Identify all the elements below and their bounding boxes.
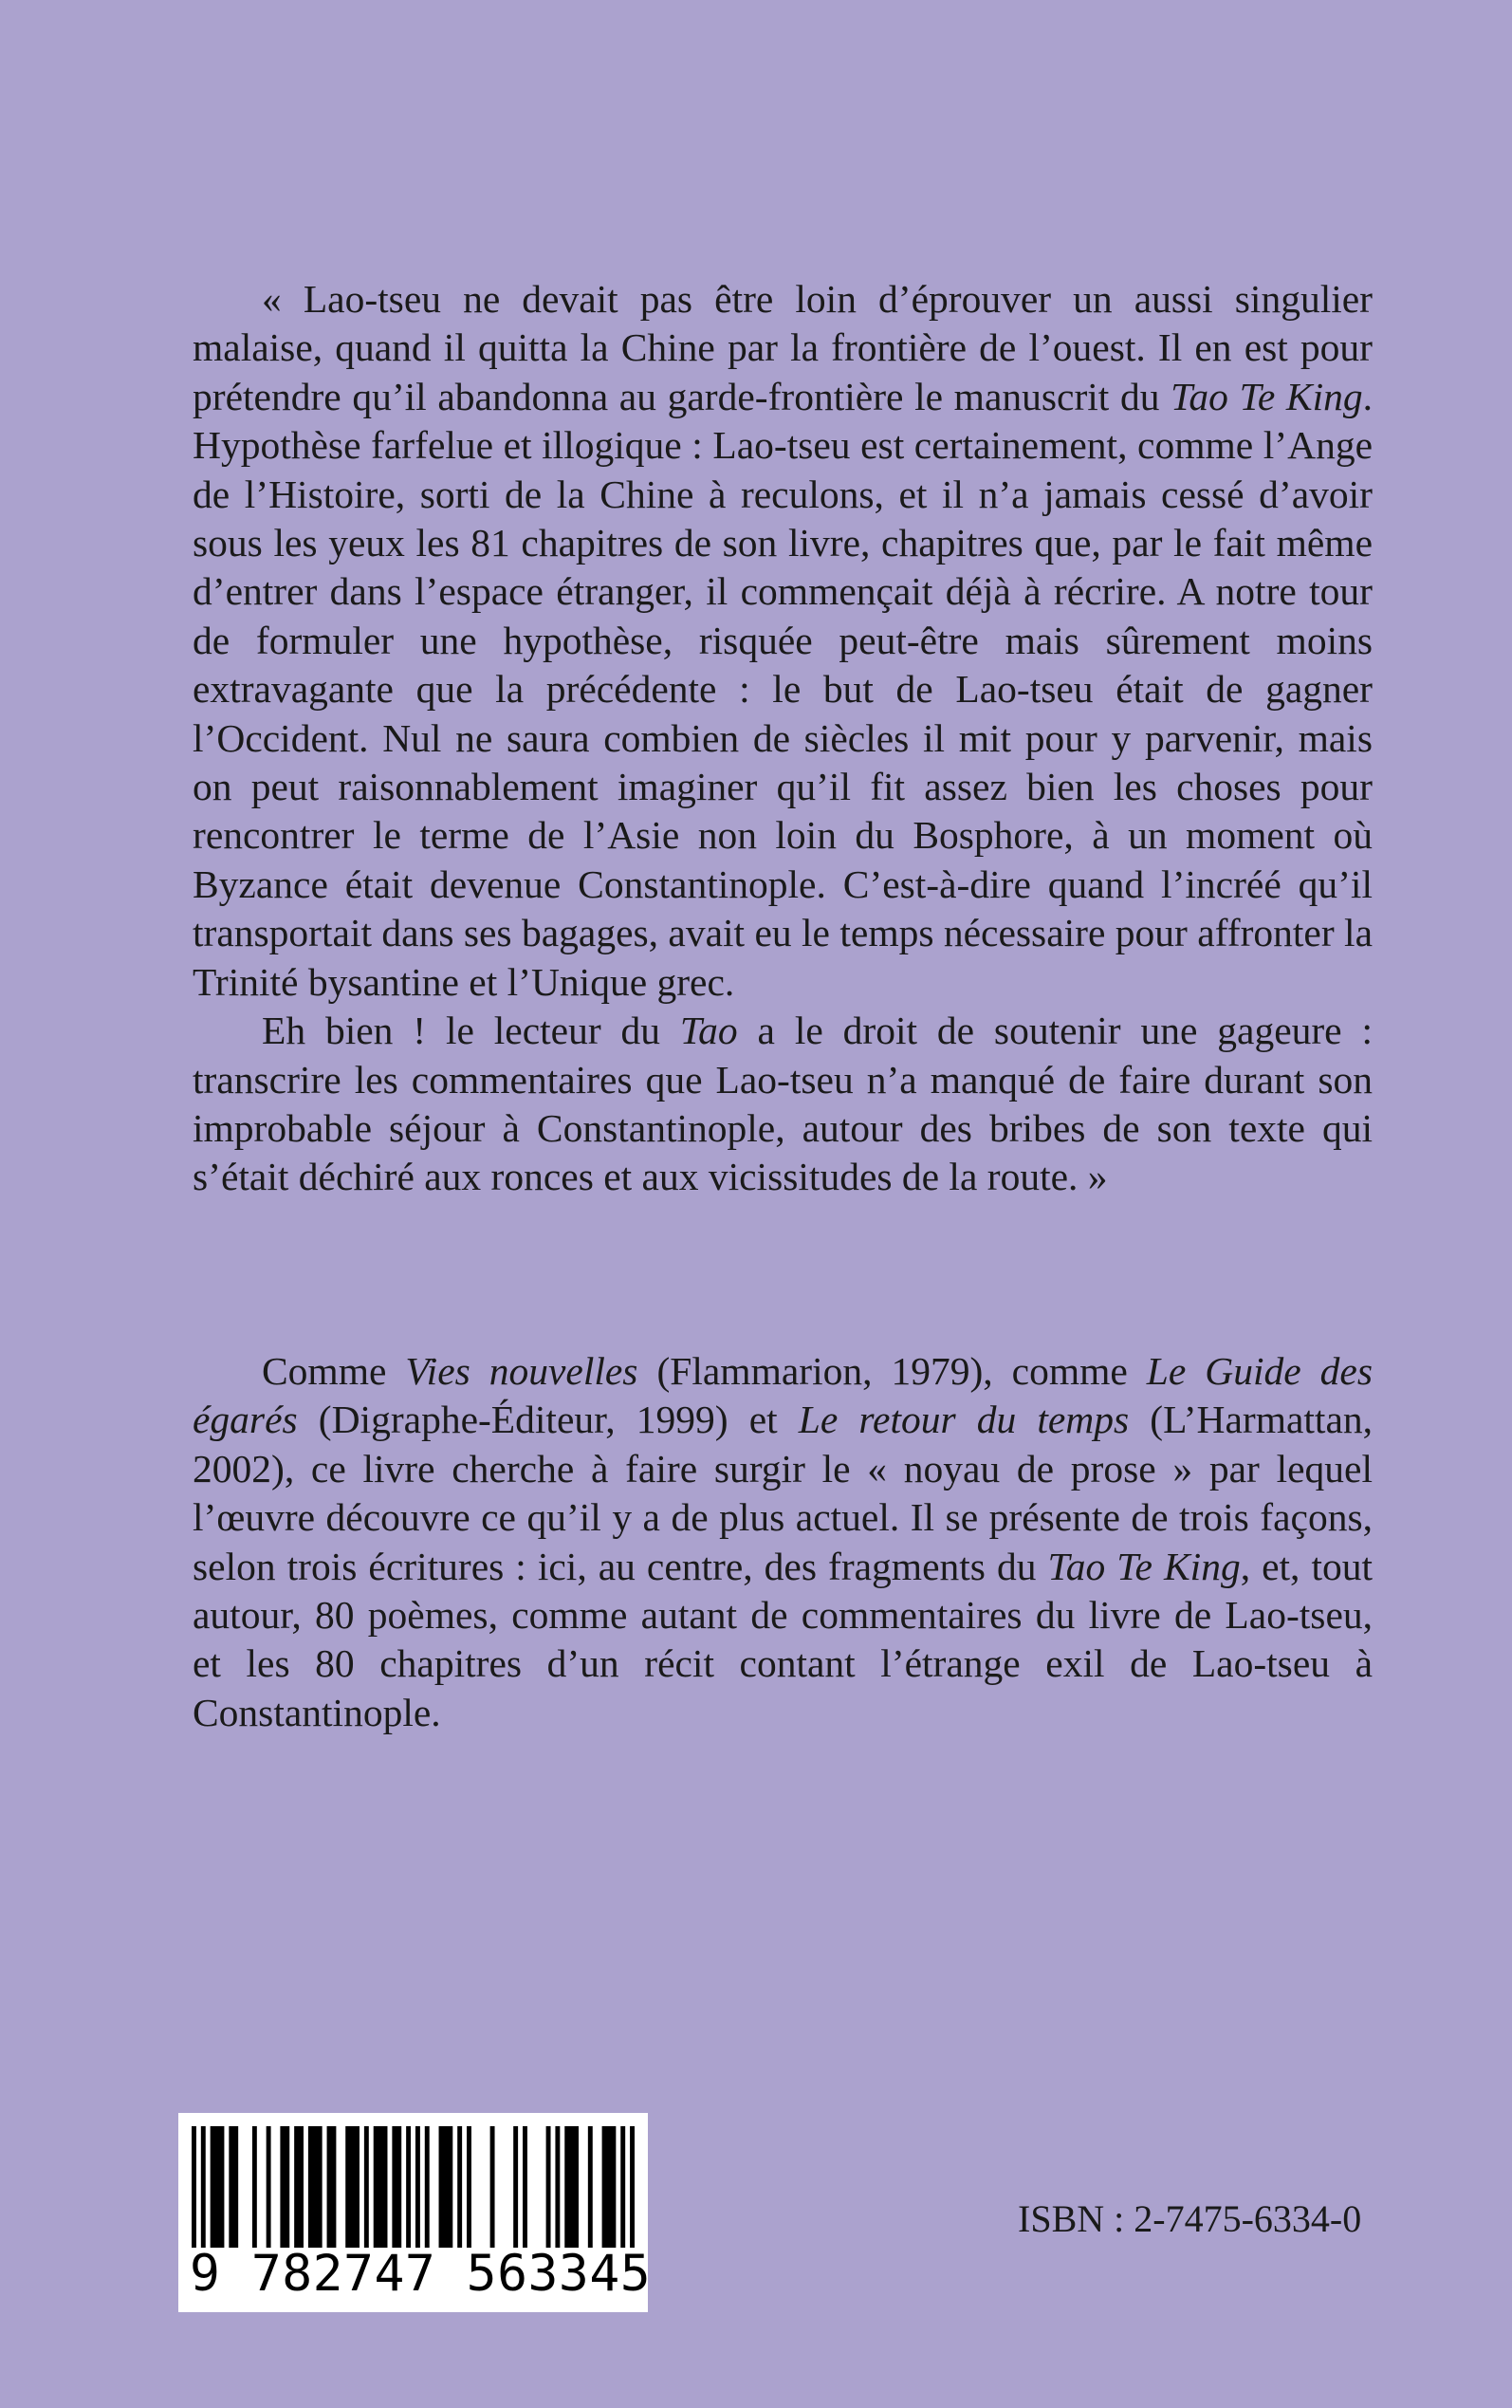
barcode-bar: [267, 2126, 271, 2248]
barcode-bar: [513, 2126, 518, 2248]
back-cover-quote: [193, 275, 1373, 1202]
barcode-bar: [294, 2126, 304, 2248]
book-title-tao: Tao: [679, 1009, 738, 1053]
barcode-bar: [374, 2126, 388, 2248]
barcode-bar: [546, 2126, 551, 2248]
barcode-bar: [327, 2126, 337, 2248]
barcode-bar: [415, 2126, 420, 2248]
barcode-bar: [201, 2126, 206, 2248]
barcode-bar: [425, 2126, 430, 2248]
title-guide-des-egares: Le Guide des égarés: [193, 1349, 1373, 1442]
barcode-bar: [555, 2126, 560, 2248]
barcode-bar: [630, 2126, 635, 2248]
barcode-bar: [564, 2126, 579, 2248]
title-vies-nouvelles: Vies nouvelles: [405, 1349, 638, 1393]
barcode-bar: [439, 2126, 453, 2248]
barcode-bar: [364, 2126, 369, 2248]
barcode-bar: [490, 2126, 495, 2248]
isbn-label: ISBN : 2-7475-6334-0: [1018, 2197, 1362, 2240]
barcode-bar: [392, 2126, 401, 2248]
barcode-bar: [345, 2126, 360, 2248]
barcode-bar: [523, 2126, 527, 2248]
barcode-bar: [406, 2126, 411, 2248]
quote-paragraph-1: « Lao-tseu ne devait pas être loin d’éprouver un aussi singulier malaise, quand il quitta la Chine par la frontière de l’ouest. Il en est pour prétendre qu’il abandonna au garde-frontière le manuscrit du Tao Te King. Hypothèse farfelue et illogique : Lao-tseu est certainement, comme l’Ange de l’Histoire, sorti de la Chine à reculons, et il n’a jamais cessé d’avoir sous les yeux les 81 chapitres de son livre, chapitres que, par le fait même d’entrer dans l’espace étranger, il commençait déjà à récrire. A notre tour de formuler une hypothèse, risquée peut-être mais sûrement moins extravagante que la précédente : le but de Lao-tseu était de gagner l’Occident. Nul ne saura combien de siècles il mit pour y parvenir, mais on peut raisonnablement imaginer qu’il fit assez bien les choses pour rencontrer le terme de l’Asie non loin du Bosphore, à un moment où Byzance était devenue Constantinople. C’est-à-dire quand l’incréé qu’il transportait dans ses bagages, avait eu le temps nécessaire pour affronter la Trinité bysantine et l’Unique grec.: [193, 277, 1373, 1004]
barcode-bar: [457, 2126, 462, 2248]
quote-paragraph-2: Eh bien ! le lecteur du Tao a le droit de soutenir une gageure : transcrire les commentaires que Lao-tseu n’a manqué de faire durant son improbable séjour à Constantinople, autour des bribes de son texte qui s’était déchiré aux ronces et aux vicissitudes de la route. »: [193, 1009, 1373, 1199]
description-paragraph: Comme Vies nouvelles (Flammarion, 1979), comme Le Guide des égarés (Digraphe-Éditeur, 1999) et Le retour du temps (L’Harmattan, 2002), ce livre cherche à faire surgir le « noyau de prose » par lequel l’œuvre découvre ce qu’il y a de plus actuel. Il se présente de trois façons, selon trois écritures : ici, au centre, des fragments du Tao Te King, et, tout autour, 80 poèmes, comme autant de commentaires du livre de Lao-tseu, et les 80 chapitres d’un récit contant l’étrange exil de Lao-tseu à Constantinople.: [193, 1349, 1374, 1734]
barcode-bars: [192, 2126, 635, 2248]
title-retour-du-temps: Le retour du temps: [798, 1398, 1130, 1442]
barcode-bar: [588, 2126, 593, 2248]
barcode-bar: [192, 2126, 196, 2248]
barcode-bar: [252, 2126, 257, 2248]
barcode-digits: 9 782747 563345: [190, 2245, 652, 2303]
book-description: [193, 1347, 1373, 1737]
barcode-bar: [229, 2126, 238, 2248]
barcode-bar: [602, 2126, 617, 2248]
book-title-tao-te-king: Tao Te King: [1171, 374, 1363, 418]
title-tao-te-king: Tao Te King: [1047, 1544, 1241, 1588]
barcode-bar: [467, 2126, 471, 2248]
barcode-bar: [211, 2126, 225, 2248]
barcode-bar: [620, 2126, 625, 2248]
barcode-bar: [308, 2126, 323, 2248]
barcode: [178, 2113, 652, 2312]
barcode-bar: [280, 2126, 289, 2248]
